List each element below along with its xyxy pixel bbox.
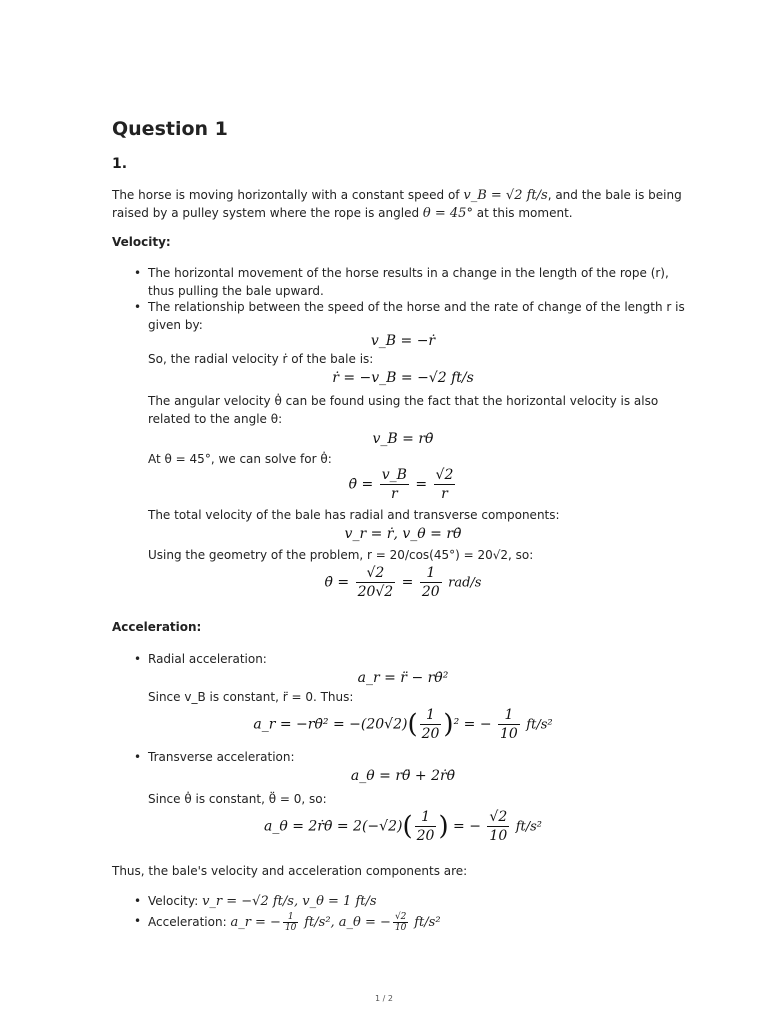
bullet-continuation: given by:: [148, 318, 203, 332]
eq-part: ² = −: [453, 716, 492, 733]
numerator: v_B: [381, 467, 407, 483]
paren-close: ): [443, 709, 454, 740]
fraction: [356, 564, 396, 601]
numerator: √2: [489, 809, 508, 825]
numerator: 1: [498, 706, 520, 725]
math-inline: ft/s²: [414, 915, 441, 930]
intro-text: , and the bale is being: [547, 188, 682, 202]
radial-velocity-text: So, the radial velocity ṙ of the bale is:: [148, 352, 374, 366]
fraction: [498, 706, 520, 743]
fraction: [393, 912, 408, 933]
eq-part: = −: [453, 818, 481, 835]
denominator: 20: [421, 726, 440, 742]
equation-thetadot-2: [148, 564, 658, 601]
denominator: r: [441, 486, 448, 502]
equation-thetadot-1: [148, 466, 658, 503]
summary-velocity: [148, 892, 377, 911]
equation-components: v_r = ṙ, v_θ = rθ̇: [344, 526, 462, 542]
denominator: 10: [489, 828, 508, 844]
since-text-2: Since θ̇ is constant, θ̈ = 0, so:: [148, 792, 327, 806]
unit: ft/s²: [526, 717, 553, 733]
denominator: 20√2: [357, 584, 394, 600]
velocity-heading: Velocity:: [112, 235, 171, 249]
since-text-1: Since v_B is constant, r̈ = 0. Thus:: [148, 690, 354, 704]
velocity-bullet-2: [148, 298, 685, 316]
math-inline: v_r = −√2 ft/s, v_θ = 1 ft/s: [202, 894, 377, 909]
denominator: 10: [500, 726, 518, 742]
acceleration-bullet-2: [148, 748, 295, 766]
fraction: [283, 912, 298, 933]
numerator: 1: [283, 912, 298, 923]
intro-text: at this moment.: [476, 206, 573, 220]
bullet-text: Transverse acceleration:: [148, 750, 295, 764]
geometry-text: Using the geometry of the problem, r = 20/cos(45°) = 20√2, so:: [148, 548, 534, 562]
equation-ar: a_r = r̈ − rθ̇²: [357, 670, 449, 686]
bullet-text: The horizontal movement of the horse results in a change in the length of the rope (r),: [148, 266, 669, 280]
fraction: [420, 706, 442, 743]
numerator: 1: [420, 564, 442, 583]
denominator: 20: [416, 828, 435, 844]
equation-ar-value: [148, 706, 658, 743]
math-inline: a_r = −: [230, 915, 281, 930]
solve-text: At θ = 45°, we can solve for θ̇:: [148, 452, 332, 466]
bullet-label: Velocity:: [148, 894, 199, 908]
acceleration-bullet-1: [148, 650, 267, 668]
bullet-text: The relationship between the speed of the horse and the rate of change of the length r is: [148, 300, 685, 314]
unit: rad/s: [448, 575, 482, 591]
fraction: [420, 564, 442, 601]
equation-atheta-value: [148, 808, 658, 845]
bullet-text: Radial acceleration:: [148, 652, 267, 666]
numerator: 1: [420, 706, 442, 725]
intro-line-1: [112, 186, 682, 205]
math-inline: ft/s², a_θ = −: [304, 915, 391, 930]
acceleration-heading: Acceleration:: [112, 620, 202, 634]
velocity-bullet-1: [148, 264, 669, 282]
denominator: 10: [394, 923, 407, 933]
bullet-continuation: thus pulling the bale upward.: [148, 284, 324, 298]
denominator: r: [390, 486, 398, 502]
equation-rdot: ṙ = −v_B = −√2 ft/s: [332, 370, 474, 386]
paren-open: (: [402, 811, 413, 842]
unit: ft/s²: [515, 819, 543, 835]
eq-part: a_θ = 2ṙθ̇ = 2(−√2): [263, 818, 403, 835]
fraction: [415, 808, 437, 845]
summary-intro: Thus, the bale's velocity and acceleration components are:: [112, 864, 468, 878]
angular-velocity-text-2: related to the angle θ:: [148, 412, 283, 426]
eq-part: a_r = −rθ̇² = −(20√2): [253, 716, 408, 733]
math-inline: v_B = √2 ft/s: [463, 188, 548, 203]
fraction: [380, 466, 409, 503]
total-velocity-text: The total velocity of the bale has radial and transverse components:: [148, 508, 560, 522]
denominator: 20: [421, 584, 440, 600]
equals: =: [401, 574, 414, 591]
denominator: 10: [284, 923, 297, 933]
math-inline: θ = 45°: [422, 206, 473, 221]
eq-lhs: θ̇ =: [324, 574, 350, 591]
paren-open: (: [407, 709, 418, 740]
fraction: [434, 466, 456, 503]
equation-vb: v_B = −ṙ: [370, 333, 436, 349]
numerator: √2: [435, 467, 454, 483]
eq-lhs: θ̇ =: [348, 476, 374, 493]
intro-text: raised by a pulley system where the rope is angled: [112, 206, 420, 220]
question-title: Question 1: [112, 118, 228, 140]
angular-velocity-text-1: The angular velocity θ̇ can be found using the fact that the horizontal velocity is also: [148, 394, 659, 408]
page-number: 1 / 2: [375, 994, 393, 1003]
numerator: 1: [415, 808, 437, 827]
part-number: 1.: [112, 156, 128, 172]
paren-close: ): [438, 811, 449, 842]
summary-acceleration: [148, 912, 441, 933]
bullet-label: Acceleration:: [148, 915, 227, 929]
numerator: √2: [394, 912, 407, 922]
equation-atheta: a_θ = rθ̈ + 2ṙθ̇: [350, 768, 456, 784]
equation-vb-rthetadot: v_B = rθ̇: [372, 431, 434, 447]
intro-line-2: [112, 204, 573, 223]
equals: =: [415, 476, 428, 493]
numerator: √2: [356, 564, 396, 583]
intro-text: The horse is moving horizontally with a constant speed of: [112, 188, 460, 202]
fraction: [487, 808, 509, 845]
